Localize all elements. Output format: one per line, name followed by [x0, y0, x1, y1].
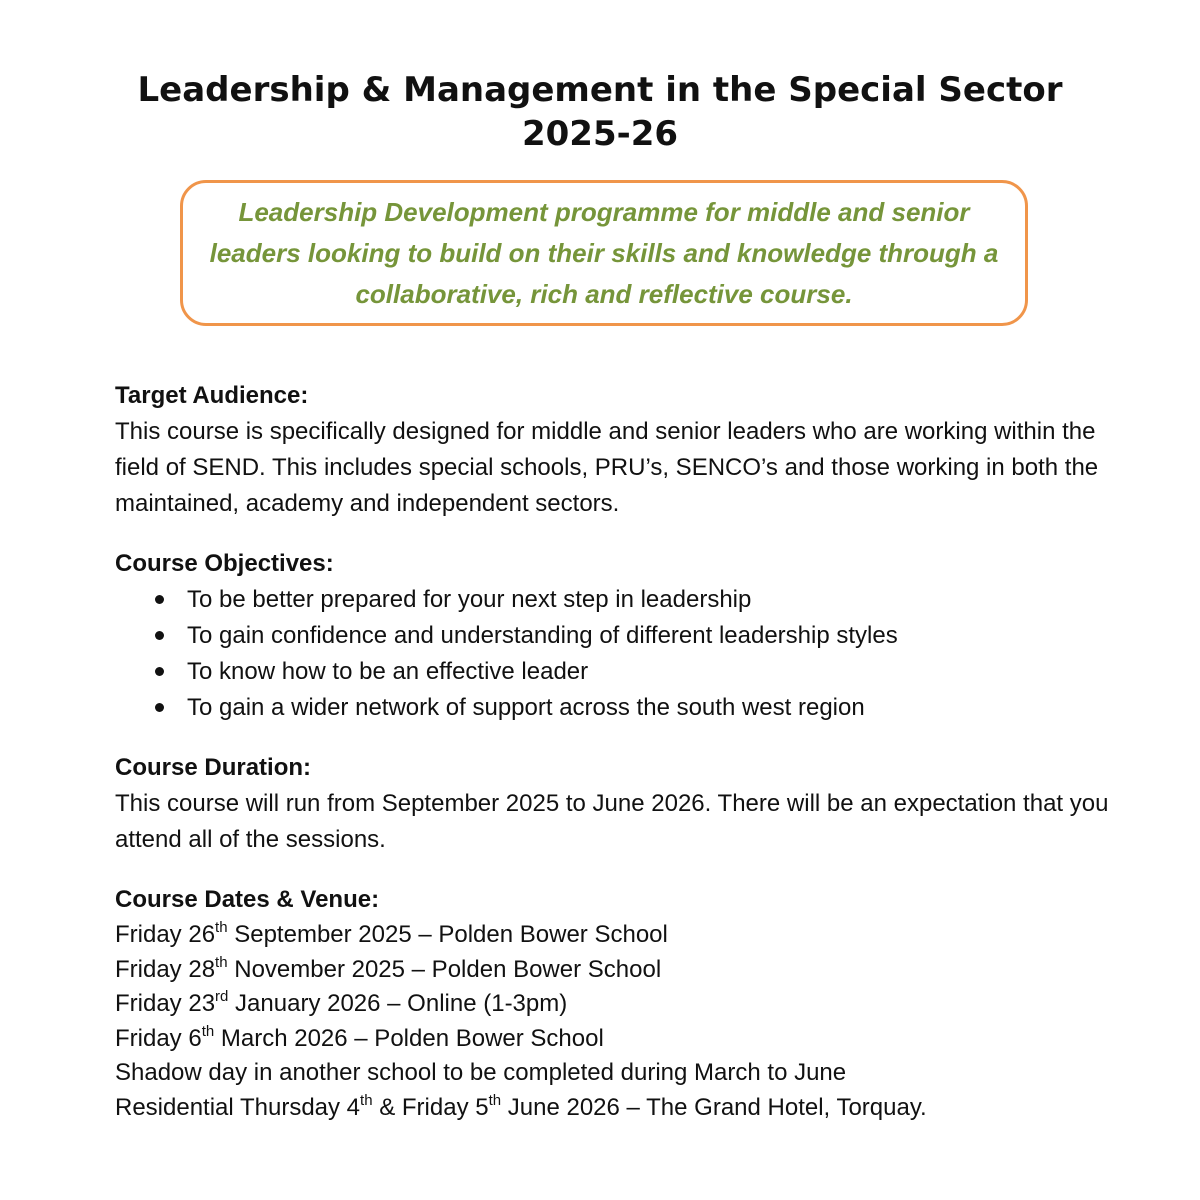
date-ordinal: th — [215, 953, 228, 971]
target-audience-body: This course is specifically designed for middle and senior leaders who are working within the field of SEND. This includes special schools, PRU’s, SENCO’s and those working in both the maintained, academy and independent sectors. — [115, 418, 1099, 517]
date-ordinal: th — [215, 919, 228, 936]
bullet-icon — [155, 595, 164, 604]
objectives-section — [115, 546, 1115, 726]
objectives-list — [115, 582, 1115, 726]
list-item — [115, 690, 1115, 726]
title-line-1: Leadership & Management in the Special Sector — [137, 70, 1063, 110]
objective-text: To gain a wider network of support across the south west region — [187, 694, 865, 721]
date-text: Friday 26 — [115, 921, 216, 948]
dates-heading: Course Dates & Venue: — [115, 886, 380, 913]
objective-text: To be better prepared for your next step in leadership — [187, 586, 752, 613]
bullet-icon — [155, 703, 164, 712]
bullet-icon — [155, 667, 164, 676]
objective-text: To know how to be an effective leader — [187, 658, 589, 685]
date-text: & Friday 5 — [372, 1093, 489, 1121]
target-audience-heading: Target Audience: — [115, 382, 309, 409]
date-line-3 — [115, 987, 1115, 1022]
date-ordinal: th — [360, 1091, 373, 1109]
objective-text: To gain confidence and understanding of different leadership styles — [187, 622, 898, 649]
tagline-box — [180, 180, 1028, 326]
date-venue: June 2026 – The Grand Hotel, Torquay. — [501, 1093, 927, 1121]
objectives-heading: Course Objectives: — [115, 550, 334, 577]
tagline-text: Leadership Development programme for middle and senior leaders looking to build on their skills and knowledge through a collaborative, rich and reflective course. — [209, 196, 999, 309]
list-item — [115, 582, 1115, 618]
date-line-4 — [115, 1022, 1115, 1057]
duration-heading: Course Duration: — [115, 754, 312, 781]
list-item — [115, 618, 1115, 654]
date-line-5: Shadow day in another school to be completed during March to June — [115, 1059, 847, 1086]
date-venue: January 2026 – Online (1-3pm) — [228, 990, 568, 1017]
date-ordinal: rd — [215, 988, 229, 1005]
duration-section — [115, 750, 1115, 858]
date-line-1 — [115, 918, 1115, 953]
date-venue: September 2025 – Polden Bower School — [227, 921, 668, 948]
date-line-2 — [115, 953, 1115, 988]
date-text: Friday 6 — [115, 1024, 202, 1052]
date-venue: November 2025 – Polden Bower School — [227, 955, 662, 983]
bullet-icon — [155, 631, 164, 640]
date-ordinal: th — [488, 1091, 502, 1109]
dates-section — [115, 882, 1115, 1125]
date-line-6 — [115, 1091, 1115, 1126]
page-title — [0, 68, 1200, 156]
list-item — [115, 654, 1115, 690]
target-audience-section — [115, 378, 1115, 522]
title-line-2: 2025-26 — [521, 114, 679, 154]
duration-body: This course will run from September 2025 to June 2026. There will be an expectation that you attend all of the sessions. — [115, 790, 1109, 853]
main-content — [115, 378, 1115, 1149]
date-venue: March 2026 – Polden Bower School — [214, 1024, 604, 1052]
date-text: Friday 23 — [115, 990, 216, 1017]
date-ordinal: th — [201, 1022, 215, 1040]
date-text: Residential Thursday 4 — [115, 1093, 361, 1121]
date-text: Friday 28 — [115, 955, 216, 983]
